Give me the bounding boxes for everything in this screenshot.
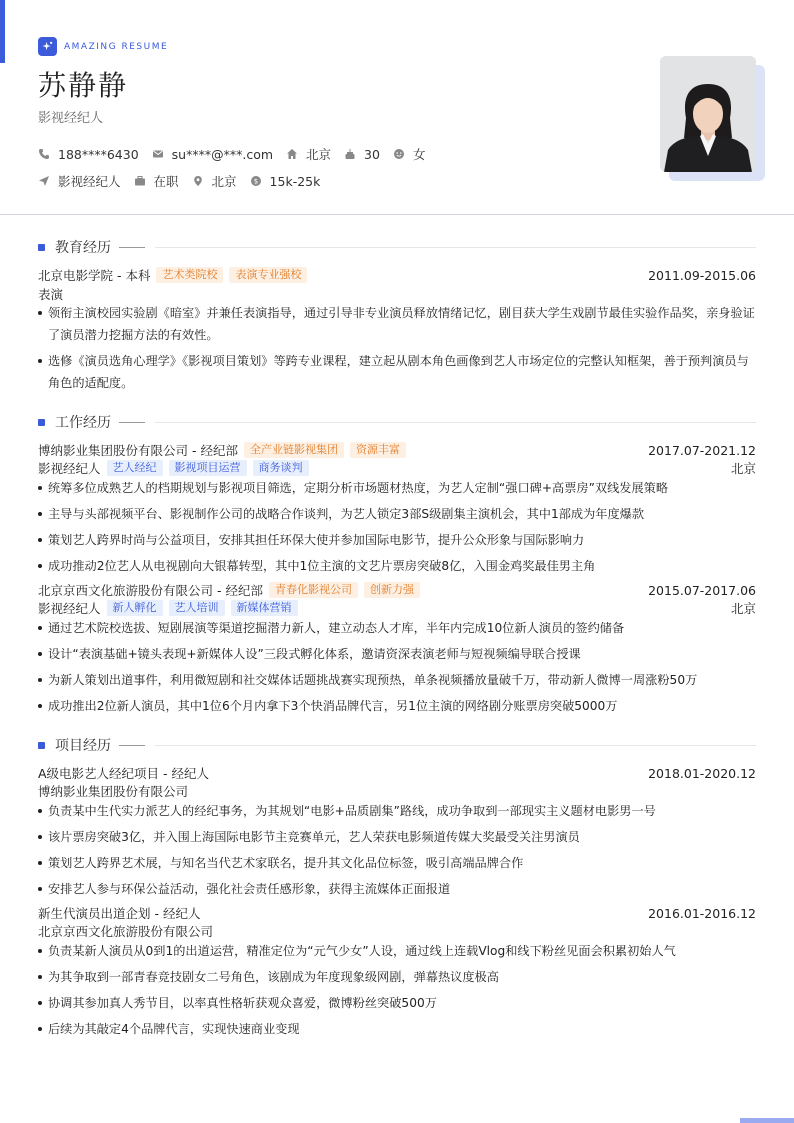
project-section-header bbox=[38, 735, 756, 755]
project-name: A级电影艺人经纪项目 - 经纪人 bbox=[38, 766, 210, 781]
work-bullet: 成功推出2位新人演员，其中1位6个月内拿下3个快消品牌代言，另1位主演的网络剧分账票房突破5000万 bbox=[38, 695, 760, 717]
intent-salary bbox=[250, 174, 321, 189]
project-bullet: 安排艺人参与环保公益活动，强化社会责任感形象，获得主流媒体正面报道 bbox=[38, 878, 760, 900]
work-company-row bbox=[38, 441, 756, 459]
location-pin-icon bbox=[192, 175, 204, 187]
status-value: 在职 bbox=[153, 174, 179, 189]
major-name: 表演 bbox=[38, 287, 64, 302]
phone-icon bbox=[38, 148, 50, 160]
education-bullet: 领衔主演校园实验剧《暗室》并兼任表演指导，通过引导非专业演员释放情绪记忆，剧目获大学生戏剧节最佳实验作品奖，亲身验证 了演员潜力挖掘方法的有效性。 bbox=[38, 302, 760, 346]
role-tag: 商务谈判 bbox=[253, 460, 309, 476]
work-bullet: 设计“表演基础+镜头表现+新媒体人设”三段式孵化体系，邀请资深表演老师与短视频编导联合授课 bbox=[38, 643, 760, 665]
company-name: 博纳影业集团股份有限公司 - 经纪部 bbox=[38, 443, 238, 458]
svg-text:$: $ bbox=[253, 177, 258, 186]
city-value: 北京 bbox=[306, 147, 332, 162]
role-tag: 艺人培训 bbox=[169, 600, 225, 616]
work-bullet: 成功推动2位艺人从电视剧向大银幕转型，其中1位主演的文艺片票房突破8亿，入围金鸡奖最佳男主角 bbox=[38, 555, 760, 577]
work-bullet: 主导与头部视频平台、影视制作公司的战略合作谈判，为艺人锁定3部S级剧集主演机会，其中1部成为年度爆款 bbox=[38, 503, 760, 525]
intent-position bbox=[38, 172, 121, 190]
company-tag: 创新力强 bbox=[364, 582, 420, 598]
home-icon bbox=[286, 148, 298, 160]
company-tag: 资源丰富 bbox=[350, 442, 406, 458]
school-tag: 艺术类院校 bbox=[156, 267, 223, 283]
project-bullet: 负责某中生代实力派艺人的经纪事务，为其规划“电影+品质剧集”路线，成功争取到一部现实主义题材电影男一号 bbox=[38, 800, 760, 822]
cake-icon bbox=[344, 148, 356, 160]
section-divider-long bbox=[155, 247, 756, 248]
company-name: 北京京西文化旅游股份有限公司 - 经纪部 bbox=[38, 583, 263, 598]
company-tag: 青春化影视公司 bbox=[269, 582, 358, 598]
age-value: 30 bbox=[364, 146, 380, 162]
section-divider-short bbox=[119, 247, 145, 248]
intent-status bbox=[134, 172, 179, 190]
position-value: 影视经纪人 bbox=[58, 174, 121, 189]
work-date: 2017.07-2021.12 bbox=[648, 442, 756, 458]
profile-photo bbox=[660, 56, 756, 172]
section-title: 工作经历 bbox=[55, 415, 111, 431]
phone-value: 188****6430 bbox=[58, 146, 139, 162]
project-bullet: 后续为其敲定4个品牌代言，实现快速商业变现 bbox=[38, 1018, 760, 1040]
section-divider-short bbox=[119, 422, 145, 423]
project-name-row bbox=[38, 904, 756, 922]
candidate-title: 影视经纪人 bbox=[38, 111, 104, 126]
send-icon bbox=[38, 175, 50, 187]
role-tag: 新人孵化 bbox=[107, 600, 163, 616]
section-dot bbox=[38, 742, 45, 749]
resume-header bbox=[0, 0, 794, 215]
contact-city bbox=[286, 145, 331, 163]
intent-row bbox=[38, 172, 333, 190]
briefcase-icon bbox=[134, 175, 146, 187]
school-name: 北京电影学院 - 本科 bbox=[38, 268, 151, 283]
work-role-row bbox=[38, 599, 756, 617]
education-major-row bbox=[38, 285, 756, 303]
education-section-header bbox=[38, 237, 756, 257]
section-divider-short bbox=[119, 745, 145, 746]
work-date: 2015.07-2017.06 bbox=[648, 582, 756, 598]
project-bullet: 为其争取到一部青春竞技剧女二号角色，该剧成为年度现象级网剧，弹幕热议度极高 bbox=[38, 966, 760, 988]
section-dot bbox=[38, 244, 45, 251]
role-name: 影视经纪人 bbox=[38, 461, 101, 476]
project-org: 北京京西文化旅游股份有限公司 bbox=[38, 924, 214, 939]
project-org-row bbox=[38, 782, 756, 800]
project-org-row bbox=[38, 922, 756, 940]
role-tag: 影视项目运营 bbox=[169, 460, 247, 476]
section-title: 教育经历 bbox=[55, 240, 111, 256]
project-date: 2018.01-2020.12 bbox=[648, 765, 756, 781]
contact-gender bbox=[393, 145, 426, 163]
section-divider-long bbox=[155, 745, 756, 746]
candidate-name: 苏静静 bbox=[38, 69, 129, 102]
brand-name: AMAZING RESUME bbox=[64, 41, 169, 52]
work-company-row bbox=[38, 581, 756, 599]
education-date: 2011.09-2015.06 bbox=[648, 267, 756, 283]
email-value: su****@***.com bbox=[171, 146, 274, 162]
work-bullet: 策划艺人跨界时尚与公益项目，安排其担任环保大使并参加国际电影节，提升公众形象与国际影响力 bbox=[38, 529, 760, 551]
education-bullet: 选修《演员选角心理学》《影视项目策划》等跨专业课程，建立起从剧本角色画像到艺人市场定位的完整认知框架，善于预判演员与 角色的适配度。 bbox=[38, 350, 760, 394]
bottom-accent-bar bbox=[740, 1118, 794, 1123]
project-name-row bbox=[38, 764, 756, 782]
salary-value: 15k-25k bbox=[269, 173, 321, 189]
contact-age bbox=[344, 147, 380, 162]
role-tag: 艺人经纪 bbox=[107, 460, 163, 476]
work-city: 北京 bbox=[730, 601, 756, 616]
work-bullet: 为新人策划出道事件，利用微短剧和社交媒体话题挑战赛实现预热，单条视频播放量破千万，带动新人微博一周涨粉50万 bbox=[38, 669, 760, 691]
role-tag: 新媒体营销 bbox=[231, 600, 298, 616]
work-bullet: 统筹多位成熟艺人的档期规划与影视项目筛选，定期分析市场题材热度，为艺人定制“强口碑+高票房”双线发展策略 bbox=[38, 477, 760, 499]
money-icon bbox=[250, 175, 262, 187]
project-date: 2016.01-2016.12 bbox=[648, 905, 756, 921]
project-org: 博纳影业集团股份有限公司 bbox=[38, 784, 189, 799]
section-dot bbox=[38, 419, 45, 426]
role-name: 影视经纪人 bbox=[38, 601, 101, 616]
education-school-row bbox=[38, 266, 756, 284]
brand-logo bbox=[38, 37, 168, 56]
work-bullet: 通过艺术院校选拔、短剧展演等渠道挖掘潜力新人，建立动态人才库，半年内完成10位新人演员的签约储备 bbox=[38, 617, 760, 639]
project-bullet: 策划艺人跨界艺术展，与知名当代艺术家联名，提升其文化品位标签，吸引高端品牌合作 bbox=[38, 852, 760, 874]
mail-icon bbox=[152, 148, 164, 160]
contact-phone bbox=[38, 147, 139, 162]
sparkle-icon bbox=[38, 37, 57, 56]
project-name: 新生代演员出道企划 - 经纪人 bbox=[38, 906, 201, 921]
contact-row bbox=[38, 145, 438, 163]
work-section-header bbox=[38, 412, 756, 432]
project-bullet: 协调其参加真人秀节目，以率真性格斩获观众喜爱，微博粉丝突破500万 bbox=[38, 992, 760, 1014]
section-divider-long bbox=[155, 422, 756, 423]
work-role-row bbox=[38, 459, 756, 477]
section-title: 项目经历 bbox=[55, 738, 111, 754]
school-tag: 表演专业强校 bbox=[229, 267, 307, 283]
project-bullet: 负责某新人演员从0到1的出道运营，精准定位为“元气少女”人设，通过线上连载Vlog和线下粉丝见面会积累初始人气 bbox=[38, 940, 760, 962]
company-tag: 全产业链影视集团 bbox=[244, 442, 344, 458]
intent-city bbox=[192, 172, 237, 190]
gender-value: 女 bbox=[412, 147, 426, 162]
intent-city-value: 北京 bbox=[211, 174, 237, 189]
smile-icon bbox=[393, 148, 405, 160]
project-bullet: 该片票房突破3亿，并入围上海国际电影节主竞赛单元，艺人荣获电影频道传媒大奖最受关注男演员 bbox=[38, 826, 760, 848]
work-city: 北京 bbox=[730, 461, 756, 476]
contact-email bbox=[152, 147, 273, 162]
